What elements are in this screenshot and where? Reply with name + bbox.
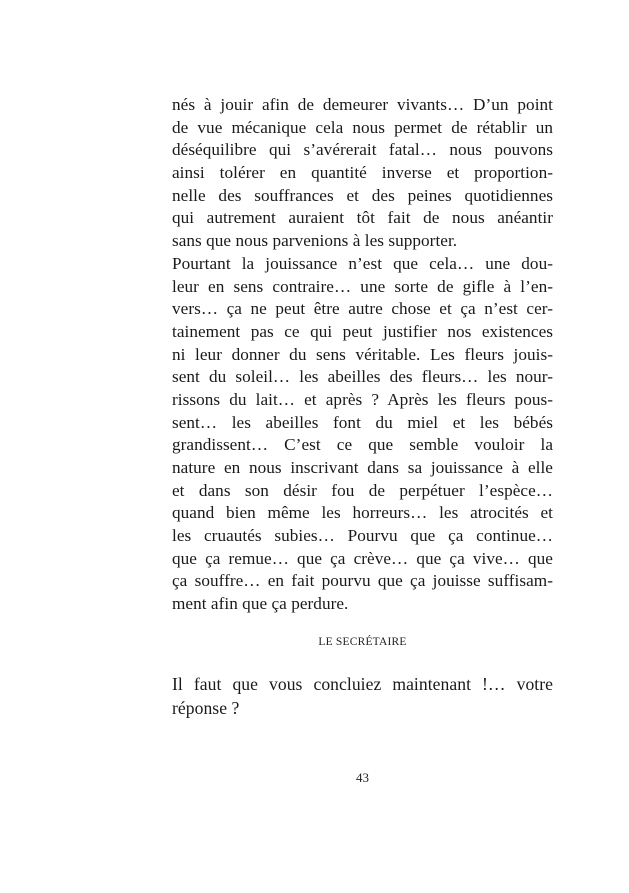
text-line: sent du soleil… les abeilles des fleurs… les nour- (172, 367, 553, 387)
text-line: qui autrement auraient tôt fait de nous anéantir (172, 208, 553, 228)
text-line: nés à jouir afin de demeurer vivants… D’un point (172, 95, 553, 114)
text-line: tainement pas ce qui peut justifier nos existences (172, 321, 553, 341)
text-line: les cruautés subies… Pourvu que ça continue… (172, 526, 553, 546)
text-line: ça souffre… en fait pourvu que ça jouisse suffisam- (172, 571, 553, 591)
text-line: quand bien même les horreurs… les atrocités et (172, 503, 553, 523)
text-line: Pourtant la jouissance n’est que cela… une dou- (172, 253, 553, 273)
text-line: grandissent… C’est ce que semble vouloir la (172, 435, 553, 455)
text-line: déséquilibre qui s’avérerait fatal… nous pouvons (172, 140, 553, 160)
text-line: vers… ça ne peut être autre chose et ça n’est cer- (172, 299, 553, 319)
speaker-name: LE SECRÉTAIRE (318, 636, 407, 648)
text-line: réponse ? (172, 698, 240, 718)
text-line: de vue mécanique cela nous permet de rétablir un (172, 117, 553, 137)
text-line: ment afin que ça perdure. (172, 594, 349, 614)
text-line: ni leur donner du sens véritable. Les fleurs jouis- (172, 344, 553, 364)
text-line: leur en sens contraire… une sorte de gifle à l’en- (172, 276, 553, 296)
reply-text (172, 672, 553, 720)
text-line: ainsi tolérer en quantité inverse et proportion- (172, 163, 553, 183)
text-line: rissons du lait… et après ? Après les fleurs pous- (172, 389, 553, 409)
body-text (172, 94, 553, 616)
text-line: sans que nous parvenions à les supporter. (172, 231, 458, 251)
text-line: sent… les abeilles font du miel et les bébés (172, 412, 553, 432)
text-line: Il faut que vous concluiez maintenant !… votre (172, 674, 553, 694)
page-number: 43 (356, 770, 369, 785)
text-line: que ça remue… que ça crève… que ça vive… que (172, 548, 553, 568)
text-line: nature en nous inscrivant dans sa jouissance à elle (172, 458, 553, 477)
text-line: et dans son désir fou de perpétuer l’espèce… (172, 480, 553, 500)
text-line: nelle des souffrances et des peines quotidiennes (172, 185, 553, 205)
